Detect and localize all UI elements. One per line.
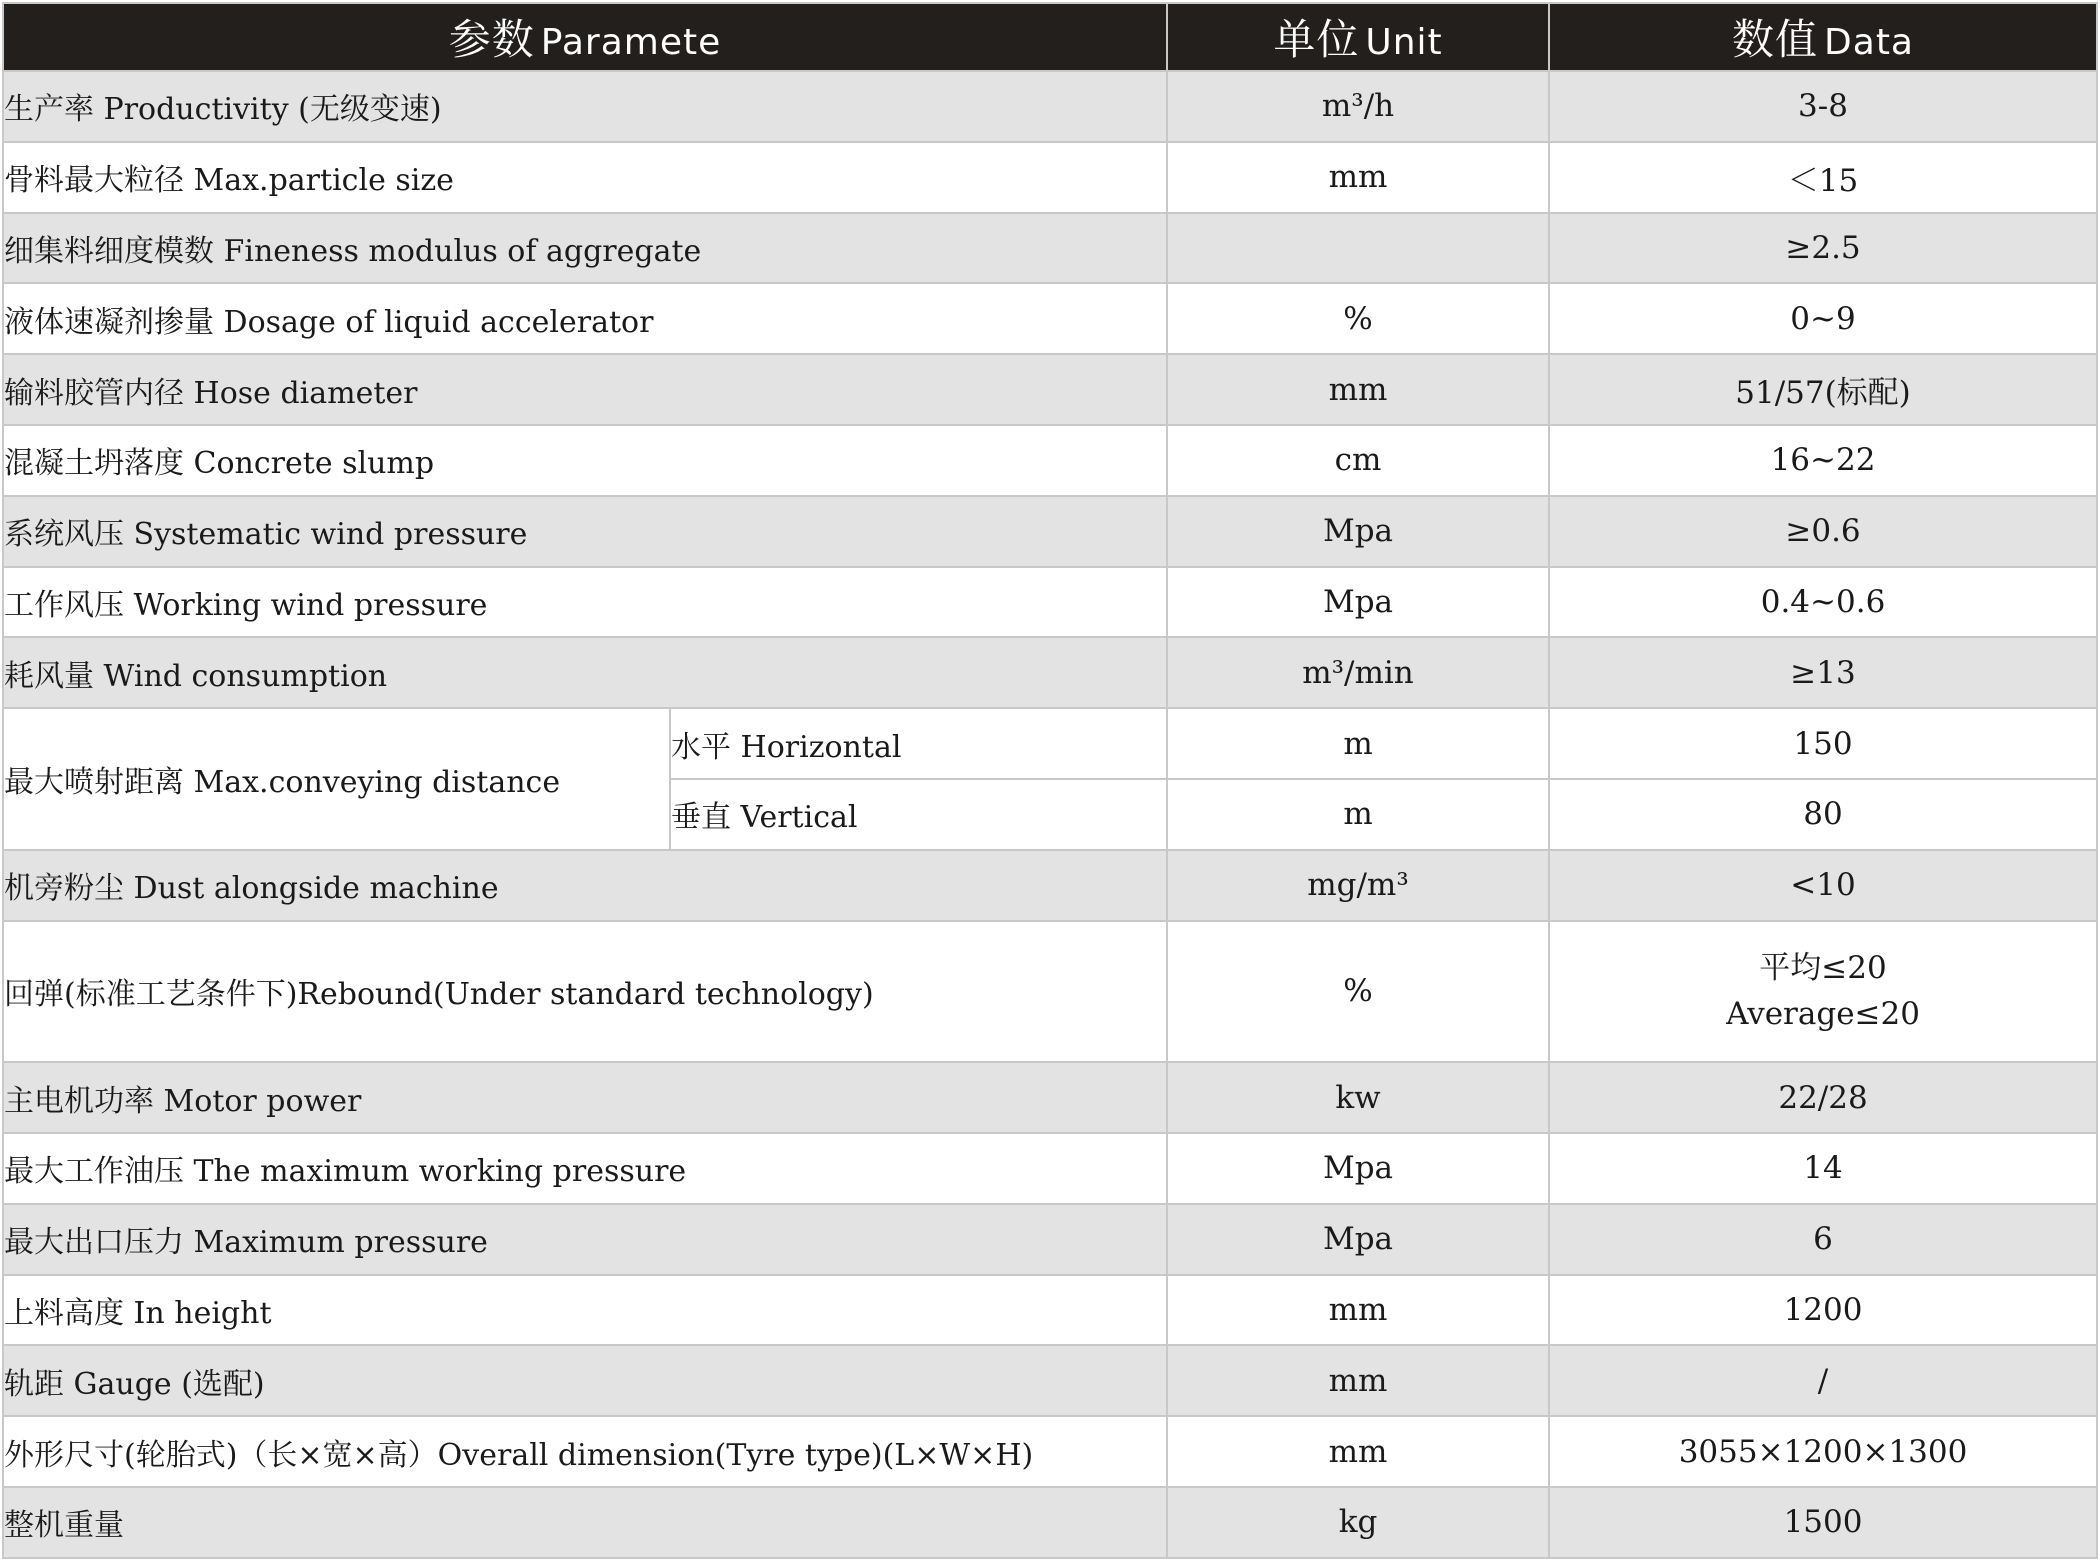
param-label: 轨距 Gauge (选配) — [3, 1345, 1167, 1416]
value-cell — [1549, 921, 2097, 1063]
param-label: 骨料最大粒径 Max.particle size — [3, 142, 1167, 213]
unit-cell: cm — [1167, 425, 1549, 496]
spec-table — [2, 2, 2098, 1559]
table-row — [3, 1487, 2097, 1558]
table-row — [3, 1133, 2097, 1204]
unit-cell: % — [1167, 283, 1549, 354]
value-cell: <10 — [1549, 850, 2097, 921]
value-cell: 80 — [1549, 779, 2097, 850]
table-row — [3, 283, 2097, 354]
unit-cell: m — [1167, 779, 1549, 850]
value-cell: 0~9 — [1549, 283, 2097, 354]
header-param: 参数 Paramete — [3, 3, 1167, 71]
value-cell: 1500 — [1549, 1487, 2097, 1558]
unit-cell: mg/m³ — [1167, 850, 1549, 921]
param-label: 回弹(标准工艺条件下)Rebound(Under standard technology) — [3, 921, 1167, 1063]
table-row — [3, 1416, 2097, 1487]
table-row — [3, 637, 2097, 708]
param-label: 细集料细度模数 Fineness modulus of aggregate — [3, 213, 1167, 284]
value-cell: 6 — [1549, 1204, 2097, 1275]
param-label: 上料高度 In height — [3, 1275, 1167, 1346]
value-cell: 22/28 — [1549, 1062, 2097, 1133]
table-row — [3, 850, 2097, 921]
table-row — [3, 496, 2097, 567]
table-row — [3, 1204, 2097, 1275]
header-unit: 单位 Unit — [1167, 3, 1549, 71]
unit-cell: mm — [1167, 1275, 1549, 1346]
header-data: 数值 Data — [1549, 3, 2097, 71]
param-label: 主电机功率 Motor power — [3, 1062, 1167, 1133]
param-label: 最大出口压力 Maximum pressure — [3, 1204, 1167, 1275]
unit-cell: % — [1167, 921, 1549, 1063]
value-cell: 3-8 — [1549, 71, 2097, 142]
value-cell: 14 — [1549, 1133, 2097, 1204]
table-row — [3, 71, 2097, 142]
value-cell: ≥2.5 — [1549, 213, 2097, 284]
unit-cell — [1167, 213, 1549, 284]
param-label: 最大工作油压 The maximum working pressure — [3, 1133, 1167, 1204]
value-cell: ≥13 — [1549, 637, 2097, 708]
value-cell: 51/57(标配) — [1549, 354, 2097, 425]
unit-cell: m — [1167, 708, 1549, 779]
unit-cell: m³/h — [1167, 71, 1549, 142]
unit-cell: mm — [1167, 1345, 1549, 1416]
value-cell: 1200 — [1549, 1275, 2097, 1346]
table-row — [3, 213, 2097, 284]
table-row — [3, 354, 2097, 425]
value-line: Average≤20 — [1726, 996, 1920, 1033]
value-cell: 3055×1200×1300 — [1549, 1416, 2097, 1487]
param-label: 外形尺寸(轮胎式)（长×宽×高）Overall dimension(Tyre type)(L×W×H) — [3, 1416, 1167, 1487]
value-cell: 16~22 — [1549, 425, 2097, 496]
table-row — [3, 921, 2097, 1063]
unit-cell: Mpa — [1167, 1133, 1549, 1204]
sub-param-label: 垂直 Vertical — [670, 779, 1167, 850]
param-label: 生产率 Productivity (无级变速) — [3, 71, 1167, 142]
table-row — [3, 708, 2097, 779]
table-row — [3, 425, 2097, 496]
table-row — [3, 1345, 2097, 1416]
value-line: 平均≤20 — [1759, 950, 1887, 987]
table-row — [3, 567, 2097, 638]
table-row — [3, 1062, 2097, 1133]
param-label: 耗风量 Wind consumption — [3, 637, 1167, 708]
param-label: 液体速凝剂掺量 Dosage of liquid accelerator — [3, 283, 1167, 354]
header-row — [3, 3, 2097, 71]
value-cell: 0.4~0.6 — [1549, 567, 2097, 638]
unit-cell: Mpa — [1167, 567, 1549, 638]
param-label: 整机重量 — [3, 1487, 1167, 1558]
value-cell: ≥0.6 — [1549, 496, 2097, 567]
param-label: 工作风压 Working wind pressure — [3, 567, 1167, 638]
unit-cell: mm — [1167, 354, 1549, 425]
unit-cell: mm — [1167, 1416, 1549, 1487]
table-row — [3, 1275, 2097, 1346]
param-label: 混凝土坍落度 Concrete slump — [3, 425, 1167, 496]
param-label: 机旁粉尘 Dust alongside machine — [3, 850, 1167, 921]
value-cell: / — [1549, 1345, 2097, 1416]
unit-cell: Mpa — [1167, 1204, 1549, 1275]
value-cell: 150 — [1549, 708, 2097, 779]
unit-cell: kw — [1167, 1062, 1549, 1133]
unit-cell: Mpa — [1167, 496, 1549, 567]
table-row — [3, 142, 2097, 213]
param-label: 系统风压 Systematic wind pressure — [3, 496, 1167, 567]
unit-cell: mm — [1167, 142, 1549, 213]
param-label: 最大喷射距离 Max.conveying distance — [3, 708, 670, 850]
unit-cell: m³/min — [1167, 637, 1549, 708]
unit-cell: kg — [1167, 1487, 1549, 1558]
value-cell: ＜15 — [1549, 142, 2097, 213]
param-label: 输料胶管内径 Hose diameter — [3, 354, 1167, 425]
sub-param-label: 水平 Horizontal — [670, 708, 1167, 779]
